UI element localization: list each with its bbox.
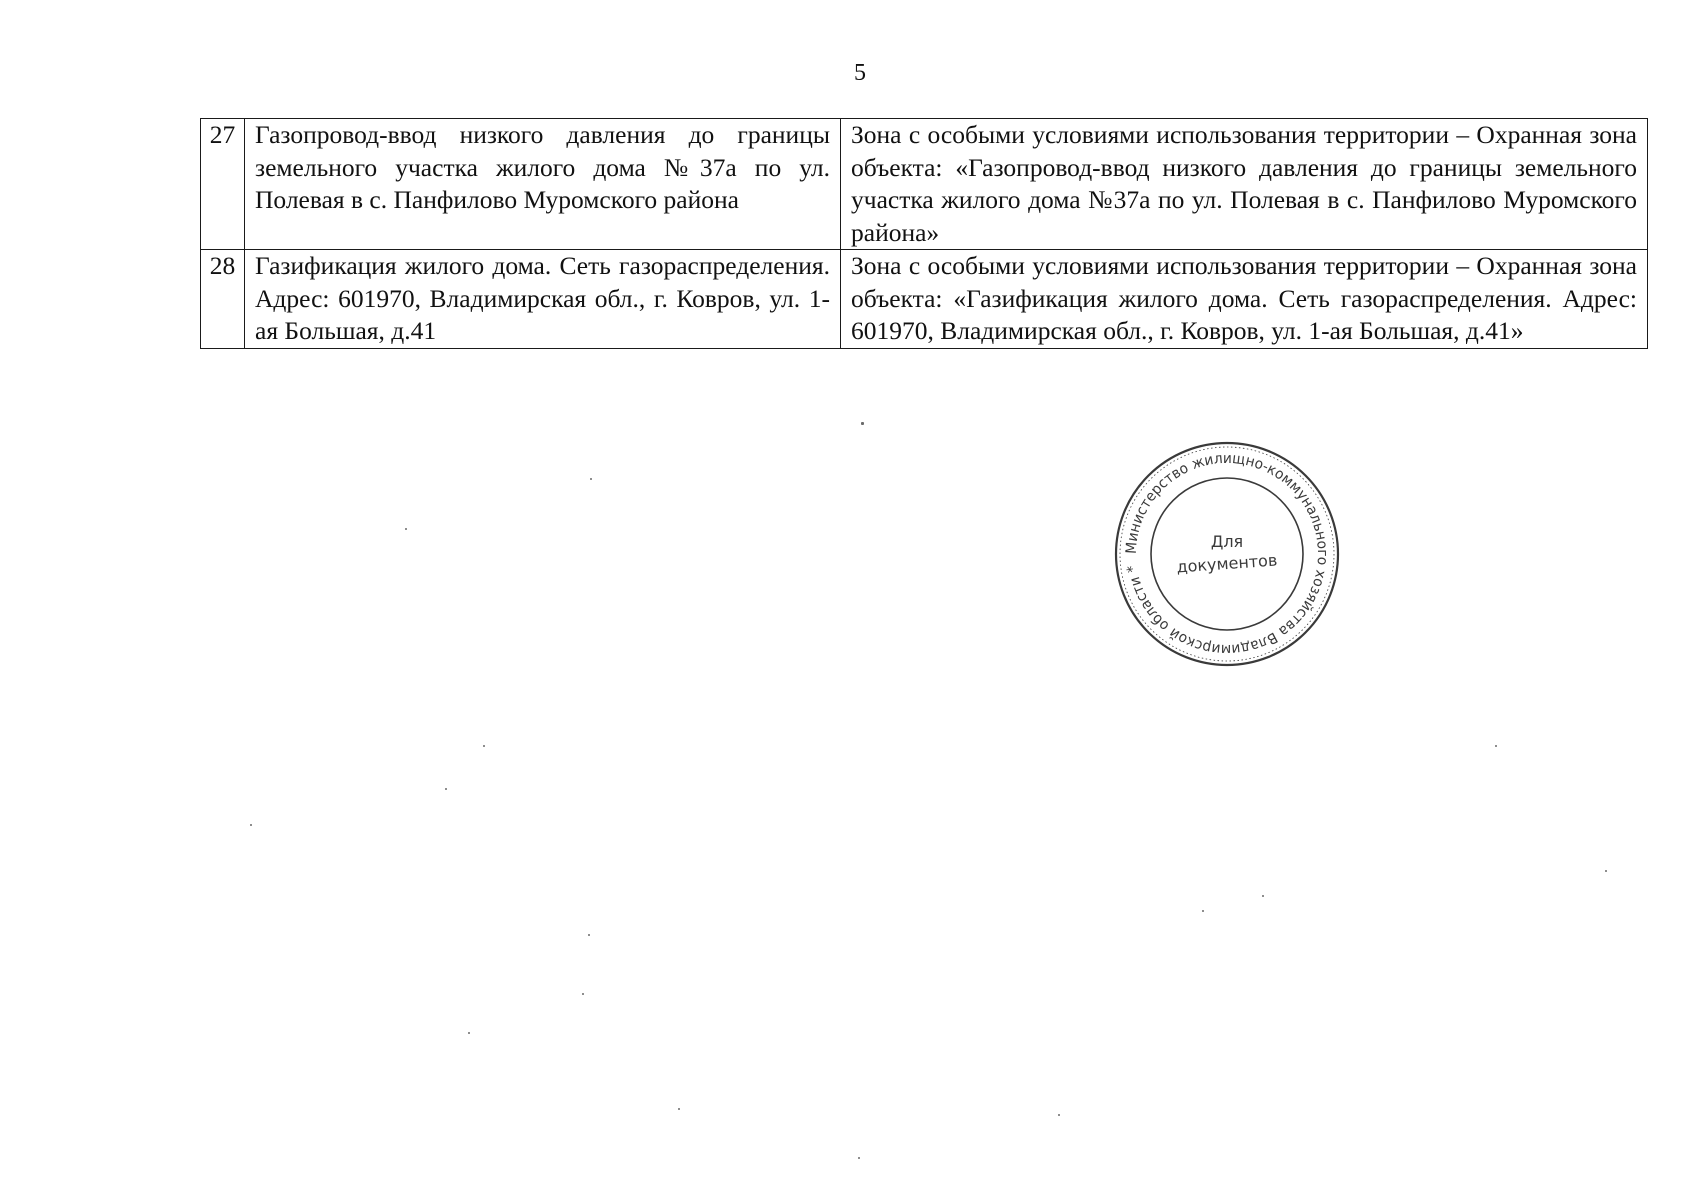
scan-speck <box>1058 1114 1060 1116</box>
scan-speck <box>1202 910 1204 912</box>
row-number: 28 <box>201 250 245 349</box>
row-number: 27 <box>201 119 245 250</box>
official-stamp <box>1113 440 1341 668</box>
stamp-center-line2: документов <box>1175 550 1278 577</box>
objects-table <box>200 118 1648 349</box>
scan-speck <box>861 422 864 425</box>
scan-speck <box>1495 745 1497 747</box>
scan-speck <box>468 1032 470 1034</box>
scan-speck <box>678 1108 680 1110</box>
scan-speck <box>250 824 252 826</box>
table-row <box>201 250 1648 349</box>
scan-speck <box>588 934 590 936</box>
scan-speck <box>582 993 584 995</box>
object-name-cell: Газопровод-ввод низкого давления до границы земельного участка жилого дома №37а по ул. Полевая в с. Панфилово Муромского района <box>245 119 841 250</box>
scan-speck <box>445 788 447 790</box>
scan-speck <box>1262 895 1264 897</box>
zone-description-cell: Зона с особыми условиями использования территории – Охранная зона объекта: «Газопровод-ввод низкого давления до границы земельного участка жилого дома №37а по ул. Полевая в с. Панфилово Муромского района» <box>841 119 1648 250</box>
scan-speck <box>1605 870 1607 872</box>
scan-speck <box>590 478 592 480</box>
scan-speck <box>858 1157 860 1159</box>
scan-speck <box>483 745 485 747</box>
stamp-center-line1: Для <box>1210 532 1244 551</box>
object-name-cell: Газификация жилого дома. Сеть газораспределения. Адрес: 601970, Владимирская обл., г. Ковров, ул. 1-ая Большая, д.41 <box>245 250 841 349</box>
zone-description-cell: Зона с особыми условиями использования территории – Охранная зона объекта: «Газификация жилого дома. Сеть газораспределения. Адрес: 601970, Владимирская обл., г. Ковров, ул. 1-ая Большая, д.41» <box>841 250 1648 349</box>
stamp-ring-text: Министерство жилищно-коммунального хозяйства Владимирской области * <box>1123 450 1331 658</box>
page-number: 5 <box>854 60 866 86</box>
table-row <box>201 119 1648 250</box>
scan-speck <box>405 528 407 530</box>
